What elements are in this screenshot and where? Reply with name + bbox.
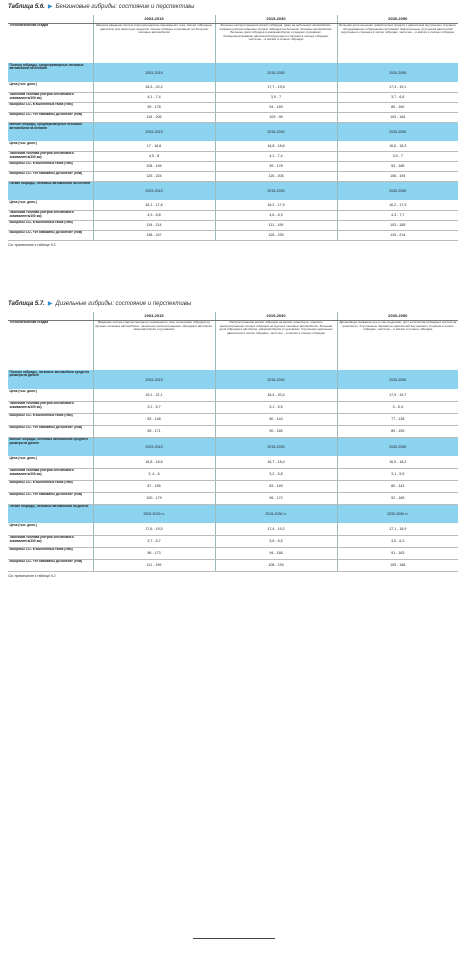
header-cell: 2003-2015 <box>93 15 215 23</box>
value-cell: 115 - 206 <box>93 112 215 122</box>
table-row <box>8 200 458 210</box>
value-cell: 17 - 18,8 <box>93 141 215 151</box>
section-years-cell: 2015-2030 <box>215 63 337 82</box>
row-label: Экономия топлива (литров бензинового эквивалента/100 км) <box>8 210 93 220</box>
table-header-row <box>8 15 458 23</box>
description-cell: Широкое введение систем стартер/генератор переменного тока, мягкие гибридные двигатели для некоторых моделей, полные гибриды в основном, на больших легковых автомобилях <box>93 23 215 63</box>
section-years-cell: 2003-2015 <box>93 63 215 82</box>
value-cell: 96 - 173 <box>93 547 215 559</box>
value-cell: 3,6 - 6,5 <box>215 535 337 547</box>
section-years-cell: 2003-2015 <box>93 181 215 200</box>
header-cell: 2015-2030 <box>215 312 337 320</box>
value-cell: 99 - 178 <box>215 161 337 171</box>
table-caption-2 <box>8 300 191 307</box>
section-years-cell: 2003-2015 <box>93 122 215 141</box>
row-label: Выбросы CO₂ в выхлопных газах (г/км) <box>8 220 93 230</box>
table-number: Таблица 5.6. <box>8 4 45 10</box>
value-cell: 17,7 - 19,6 <box>215 82 337 92</box>
table-petrol-hybrids <box>8 15 458 241</box>
section-label: Мягкие гибриды, среднеразмерные легковые автомобили на бензине <box>8 122 93 141</box>
value-cell: 100 - 179 <box>93 492 215 504</box>
section-header-row <box>8 181 458 200</box>
description-cell: Большее распространение мягких гибридов, даже на небольших автомобилях, широкое распространение полных гибридов на больших легковых автомобилях. Большее доли гибридов в микроавтобусах и средних грузовиках. Усовершенствование двигателей внутреннего сгорания в полных гибридах, частично – в мягких и полных гибридах <box>215 23 337 63</box>
header-cell: 2015-2030 <box>215 15 337 23</box>
value-cell: 91 - 163 <box>337 547 458 559</box>
row-label: Выбросы CO₂ в выхлопных газах (г/км) <box>8 480 93 492</box>
table-row <box>8 480 458 492</box>
table-row <box>8 401 458 413</box>
table-row <box>8 171 458 181</box>
tech-stage-row <box>8 23 458 63</box>
value-cell: 4,5 - 8 <box>93 151 215 161</box>
value-cell: 3,2 - 5,7 <box>93 401 215 413</box>
section-years-cell: 2030-2050 <box>337 122 458 141</box>
header-cell: 2030-2050 <box>337 312 458 320</box>
row-label: Цена (тыс. долл.) <box>8 523 93 535</box>
value-cell: 103 - 185 <box>337 220 458 230</box>
row-label: Цена (тыс. долл.) <box>8 389 93 401</box>
section-years-cell: 2015-2030 гг. <box>215 504 337 523</box>
tech-stage-row <box>8 320 458 370</box>
section-label: Полные гибриды, среднеразмерные легковые автомобили на бензине <box>8 63 93 82</box>
value-cell: 3,9 - 7 <box>337 151 458 161</box>
value-cell: 87 - 155 <box>93 480 215 492</box>
section-header-row <box>8 504 458 523</box>
value-cell: 17,3 - 19,1 <box>337 82 458 92</box>
table-row <box>8 413 458 425</box>
value-cell: 16,2 - 17,9 <box>337 200 458 210</box>
value-cell: 77 - 138 <box>337 413 458 425</box>
value-cell: 94 - 168 <box>337 161 458 171</box>
value-cell: 94 - 168 <box>215 547 337 559</box>
value-cell: 138 - 247 <box>93 230 215 240</box>
table-row <box>8 523 458 535</box>
table-row <box>8 220 458 230</box>
value-cell: 3,7 - 6,6 <box>337 92 458 102</box>
description-cell: Распространение мягких гибридов на малом транспорте, широкое распространение полных гибридов на крупных легковых автомобилях. Большая доля гибридов в автобусах, микроавтобусах и грузовиках. Улучшения дизельных двигателей в легких гибридах, частично – в мягких и полных гибридах <box>215 320 337 370</box>
description-cell: Дальнейшее снижение цен и, как следствие, рост количества гибридных систем на транспорте. Улучшенные параметры двигателей внутреннего сгорания в легких гибридах, частично – в мягких и полных гибридах <box>337 320 458 370</box>
section-years-cell: 2015-2030 <box>215 370 337 389</box>
row-label: Выбросы CO₂ «от скважины до колеса» (г/км) <box>8 559 93 571</box>
section-header-row <box>8 122 458 141</box>
value-cell: 111 - 199 <box>215 220 337 230</box>
value-cell: 108 - 194 <box>337 171 458 181</box>
value-cell: 3,9 - 7 <box>215 92 337 102</box>
table-header-row <box>8 312 458 320</box>
row-label: Выбросы CO₂ в выхлопных газах (г/км) <box>8 547 93 559</box>
row-label: Цена (тыс. долл.) <box>8 456 93 468</box>
section-years-cell: 2030-2050 <box>337 437 458 456</box>
value-cell: 3,1 - 5,5 <box>215 401 337 413</box>
value-cell: 16,8 - 18,6 <box>215 141 337 151</box>
header-cell: 2030-2050 <box>337 15 458 23</box>
value-cell: 119 - 214 <box>337 230 458 240</box>
row-label: Экономия топлива (литров бензинового эквивалента/100 км) <box>8 535 93 547</box>
value-cell: 16,5 - 18,2 <box>337 456 458 468</box>
value-cell: 105 - 188 <box>337 559 458 571</box>
value-cell: 103 - 184 <box>337 112 458 122</box>
value-cell: 89 - 159 <box>337 425 458 437</box>
value-cell: 92 - 165 <box>337 492 458 504</box>
value-cell: 16,8 - 18,6 <box>93 456 215 468</box>
row-label: Экономия топлива (литров бензинового эквивалента/100 км) <box>8 151 93 161</box>
table-caption-1 <box>8 3 194 10</box>
section-years-cell: 2030-2050 <box>337 370 458 389</box>
description-cell: Введение систем стартер/генератор переменного тока, интеграция гибридов на крупных легковых автомобилях, начальное распространение гибридов в автобусах, микроавтобусах и грузовиках <box>93 320 215 370</box>
value-cell: 17,9 - 19,7 <box>337 389 458 401</box>
table-row <box>8 425 458 437</box>
value-cell: 80 - 143 <box>215 413 337 425</box>
section-header-row <box>8 437 458 456</box>
row-label: Выбросы CO₂ в выхлопных газах (г/км) <box>8 102 93 112</box>
description-cell: Большая доля на рынке транспортных средств с двигателем внутреннего сгорания, оборудованных гибридными системами. Значительные улучшения двигателей внутреннего сгорания в легких гибридах, частично – в мягких и полных гибридах <box>337 23 458 63</box>
row-label: Цена (тыс. долл.) <box>8 82 93 92</box>
value-cell: 4,6 - 8,3 <box>215 210 337 220</box>
value-cell: 3,1 - 5,5 <box>337 468 458 480</box>
row-label: Выбросы CO₂ «от скважины до колеса» (г/км) <box>8 112 93 122</box>
table-row <box>8 456 458 468</box>
table-row <box>8 389 458 401</box>
section-years-cell: 2015-2030 <box>215 437 337 456</box>
value-cell: 109 - 95 <box>215 112 337 122</box>
value-cell: 16,7 - 18,4 <box>215 456 337 468</box>
arrow-icon: ▶ <box>47 4 53 10</box>
value-cell: 90 - 165 <box>215 425 337 437</box>
section-header-row <box>8 63 458 82</box>
section-years-cell: 2030-2050 <box>337 181 458 200</box>
value-cell: 4,1 - 7,4 <box>93 92 215 102</box>
value-cell: 3, 4 - 6 <box>93 468 215 480</box>
section-years-cell: 2015-2030 <box>215 122 337 141</box>
table-row <box>8 82 458 92</box>
row-label: Выбросы CO₂ «от скважины до колеса» (г/км) <box>8 171 93 181</box>
section-header-row <box>8 370 458 389</box>
value-cell: 4,3 - 7,7 <box>337 210 458 220</box>
value-cell: 4,1 - 7,4 <box>215 151 337 161</box>
value-cell: 94 - 169 <box>215 102 337 112</box>
footnote-1: См. примечание к таблице 5.2 <box>8 243 56 247</box>
row-label: Выбросы CO₂ в выхлопных газах (г/км) <box>8 161 93 171</box>
footnote-rule <box>193 938 275 939</box>
section-years-cell: 2003-2015 <box>93 370 215 389</box>
value-cell: 80 - 143 <box>337 480 458 492</box>
section-years-cell: 2015-2030 <box>215 181 337 200</box>
value-cell: 115 - 205 <box>215 171 337 181</box>
value-cell: 3,5 - 6,3 <box>337 535 458 547</box>
value-cell: 16,2 - 17,9 <box>215 200 337 210</box>
table-row <box>8 492 458 504</box>
value-cell: 83 - 148 <box>93 413 215 425</box>
value-cell: 17,6 - 19,5 <box>93 523 215 535</box>
table-row <box>8 92 458 102</box>
section-years-cell: 2003-2015 <box>93 437 215 456</box>
row-label: Цена (тыс. долл.) <box>8 200 93 210</box>
table-row <box>8 161 458 171</box>
table-row <box>8 210 458 220</box>
section-years-cell: 2030-2050 гг. <box>337 504 458 523</box>
arrow-icon: ▶ <box>47 301 53 307</box>
value-cell: 89 - 160 <box>337 102 458 112</box>
value-cell: 95 - 171 <box>93 425 215 437</box>
value-cell: 17,4 - 19,2 <box>215 523 337 535</box>
value-cell: 99 - 178 <box>93 102 215 112</box>
section-years-cell: 2030-2050 <box>337 63 458 82</box>
value-cell: 3,2 - 5,8 <box>215 468 337 480</box>
value-cell: 111 - 199 <box>93 559 215 571</box>
value-cell: 96 - 172 <box>215 492 337 504</box>
section-label: Полные гибриды, легковые автомобили среднего размера на дизеле <box>8 370 93 389</box>
value-cell: 17,1 - 18,9 <box>337 523 458 535</box>
header-cell <box>8 312 93 320</box>
header-cell: 2003-2015 <box>93 312 215 320</box>
row-label: Выбросы CO₂ «от скважины до колеса» (г/км) <box>8 492 93 504</box>
row-label: Технологическая стадия <box>9 320 49 325</box>
table-title: Бензиновые гибриды: состояние и перспективы <box>55 4 195 10</box>
table-row <box>8 547 458 559</box>
table-diesel-hybrids <box>8 312 458 572</box>
table-row <box>8 141 458 151</box>
value-cell: 19,1 - 21,1 <box>93 389 215 401</box>
table-row <box>8 559 458 571</box>
table-row <box>8 112 458 122</box>
value-cell: 108 - 194 <box>93 161 215 171</box>
row-label: Выбросы CO₂ «от скважины до колеса» (г/км) <box>8 425 93 437</box>
row-label: Цена (тыс. долл.) <box>8 141 93 151</box>
value-cell: 16,6 - 18,3 <box>337 141 458 151</box>
section-label: Легкие гибриды, легковые автомобили на бензине <box>8 181 93 200</box>
value-cell: 125 - 224 <box>93 171 215 181</box>
value-cell: 4,9 - 8,8 <box>93 210 215 220</box>
table-row <box>8 230 458 240</box>
row-label: Экономия топлива (литров бензинового эквивалента/100 км) <box>8 401 93 413</box>
row-label: Выбросы CO₂ в выхлопных газах (г/км) <box>8 413 93 425</box>
section-label: Мягкие гибриды, легковые автомобили среднего размера на дизеле <box>8 437 93 456</box>
value-cell: 3,7 - 6,7 <box>93 535 215 547</box>
table-title: Дизельные гибриды: состояние и перспективы <box>55 301 192 307</box>
table-row <box>8 151 458 161</box>
value-cell: 108 - 193 <box>215 559 337 571</box>
row-label: Экономия топлива (литров бензинового эквивалента/100 км) <box>8 92 93 102</box>
row-label: Экономия топлива (литров бензинового эквивалента/100 км) <box>8 468 93 480</box>
header-cell <box>8 15 93 23</box>
value-cell: 16,1 - 17,8 <box>93 200 215 210</box>
value-cell: 119 - 214 <box>93 220 215 230</box>
value-cell: 83 - 149 <box>215 480 337 492</box>
row-label: Выбросы CO₂ «от скважины до колеса» (г/км) <box>8 230 93 240</box>
value-cell: 3 - 5,4 <box>337 401 458 413</box>
table-row <box>8 535 458 547</box>
value-cell: 18,4 - 20,4 <box>215 389 337 401</box>
value-cell: 18,3 - 20,2 <box>93 82 215 92</box>
row-label: Технологическая стадия <box>9 23 49 28</box>
section-years-cell: 2003-2015 гг. <box>93 504 215 523</box>
footnote-2: См. примечание к таблице 5.2 <box>8 574 56 578</box>
table-row <box>8 468 458 480</box>
table-row <box>8 102 458 112</box>
section-label: Легкие гибриды, легковые автомобили на дизеле <box>8 504 93 523</box>
value-cell: 128 - 230 <box>215 230 337 240</box>
table-number: Таблица 5.7. <box>8 301 45 307</box>
